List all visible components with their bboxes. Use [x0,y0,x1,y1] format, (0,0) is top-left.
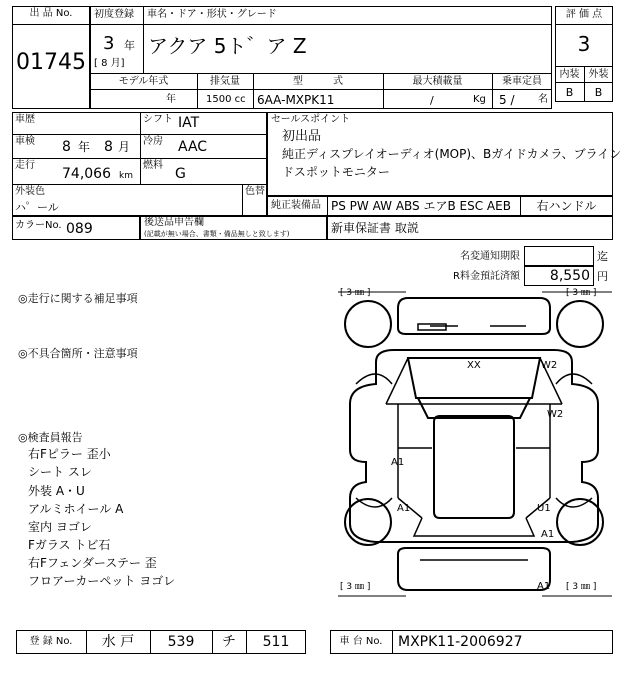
sales-title: セールスポイント [271,114,351,125]
defects-title: ◎不具合箇所・注意事項 [18,347,138,360]
first-reg-year-unit: 年 [124,39,135,52]
damage-mark-right-fender: W2 [547,409,564,420]
reg-number: 511 [262,634,290,650]
displacement-value: 1500 cc [206,94,246,105]
recycle-unit: 円 [597,270,608,283]
tire-depth-tr: [ 3 ㎜ ] [566,288,597,298]
notice-unit: 迄 [597,250,608,263]
first-reg-month: [ 8 月] [94,58,125,69]
guarantee-text: 新車保証書 取説 [331,221,419,235]
inspector-item: 室内 ヨゴレ [28,520,92,534]
damage-mark-right-rear-u: U1 [537,503,551,514]
reg-kana: チ [222,634,236,650]
model-year-label: モデル年式 [118,76,169,87]
inspector-item: 外装 A・U [28,484,85,498]
handle-position: 右ハンドル [536,199,597,213]
damage-mark-right-rear-a: A1 [541,529,555,540]
load-slash: / [430,94,434,107]
fuel-value: G [175,166,186,182]
damage-mark-left-rear: A1 [397,503,411,514]
car-condition-diagram [336,286,614,602]
lot-number: 01745 [16,50,86,75]
inspection-year-unit: 年 [78,140,91,154]
tire-depth-tl: [ 3 ㎜ ] [340,288,371,298]
inspector-item: Fガラス トビ石 [28,538,111,552]
front-bumper [398,298,550,334]
delivery-note: (記載が無い場合、書類・備品無しと致します) [144,230,290,238]
equipment-items: PS PW AW ABS エアB ESC AEB [331,199,511,213]
interior-label: 内装 [559,69,580,80]
score-label: 評 価 点 [565,9,603,20]
ac-label: 冷房 [143,136,163,147]
mileage-value: 74,066 [62,166,111,182]
inspector-report-title: ◎検査員報告 [18,431,83,444]
color-no-value: 089 [66,221,93,237]
reg-area: 水 戸 [101,634,135,650]
inspector-item: 右Fフェンダーステー 歪 [28,556,157,570]
type-label: 型 式 [293,76,343,87]
inspection-month-unit: 月 [118,140,131,154]
recycle-label: R料金預託済額 [453,271,520,282]
inspector-item: 右Fピラー 歪小 [28,447,111,461]
damage-mark-hood: XX [467,360,481,371]
color-value: ハ゜ール [15,201,59,214]
inspector-item: フロアーカーペット ヨゴレ [28,574,176,588]
equipment-label: 純正装備品 [271,200,321,211]
interior-grade: B [565,86,574,99]
car-name: アクア 5ト゛ア Z [148,34,307,58]
tire-depth-br: [ 3 ㎜ ] [566,582,597,592]
recolor-label: 色替 [245,186,265,197]
chassis-number: MXPK11-2006927 [398,634,523,650]
chassis-label: 車 台 No. [339,636,383,647]
damage-mark-left-door: A1 [391,457,405,468]
shift-value: IAT [178,115,200,131]
history-label: 車歴 [15,114,35,125]
mileage-unit: km [119,171,133,181]
reg-label: 登 録 No. [29,636,73,647]
notice-field [524,246,594,266]
inspection-label: 車検 [15,136,35,147]
wheel-fr [557,301,603,347]
tire-depth-bl: [ 3 ㎜ ] [340,582,371,592]
max-load-label: 最大積載量 [412,76,463,87]
exterior-label: 外装 [588,69,609,80]
score-value: 3 [577,32,591,56]
recycle-amount: 8,550 [549,268,590,284]
car-name-label: 車名・ドア・形状・グレード [147,9,277,20]
color-no-label: カラーNo. [15,220,62,231]
capacity-value: 5 / [499,93,515,107]
sales-line-2: 純正ディスプレイオーディオ(MOP)、Bガイドカメラ、ブライン [282,147,622,161]
ac-value: AAC [178,139,208,155]
first-reg-label: 初度登録 [94,9,134,20]
damage-mark-front-right: W2 [541,360,558,371]
first-reg-year: 3 [103,33,115,54]
mileage-label: 走行 [15,160,35,171]
model-year-unit: 年 [166,94,176,105]
damage-mark-rear-bumper: A1 [537,581,551,592]
wheel-fl [345,301,391,347]
capacity-label: 乗車定員 [502,76,542,87]
exterior-grade: B [594,86,603,99]
reg-class: 539 [167,634,195,650]
roof [434,416,514,518]
fuel-label: 燃料 [143,160,163,171]
inspector-item: シート スレ [28,465,92,479]
load-unit: Kg [473,94,486,105]
inspection-year: 8 [62,139,71,155]
model-type-value: 6AA-MXPK11 [257,93,335,107]
rear-bumper [398,548,550,590]
lot-label: 出 品 No. [29,8,73,19]
inspection-month: 8 [104,139,113,155]
sales-line-3: ドスポットモニター [282,165,390,179]
delivery-label: 後送品申告欄 [144,217,204,228]
inspector-item: アルミホイール A [28,502,124,516]
notice-label: 名変通知期限 [460,251,520,262]
capacity-unit: 名 [538,94,548,105]
displacement-label: 排気量 [210,76,240,87]
color-label: 外装色 [15,186,45,197]
shift-label: シフト [143,114,173,125]
sales-line-1: 初出品 [282,129,322,144]
driving-remarks-title: ◎走行に関する補足事項 [18,292,138,305]
